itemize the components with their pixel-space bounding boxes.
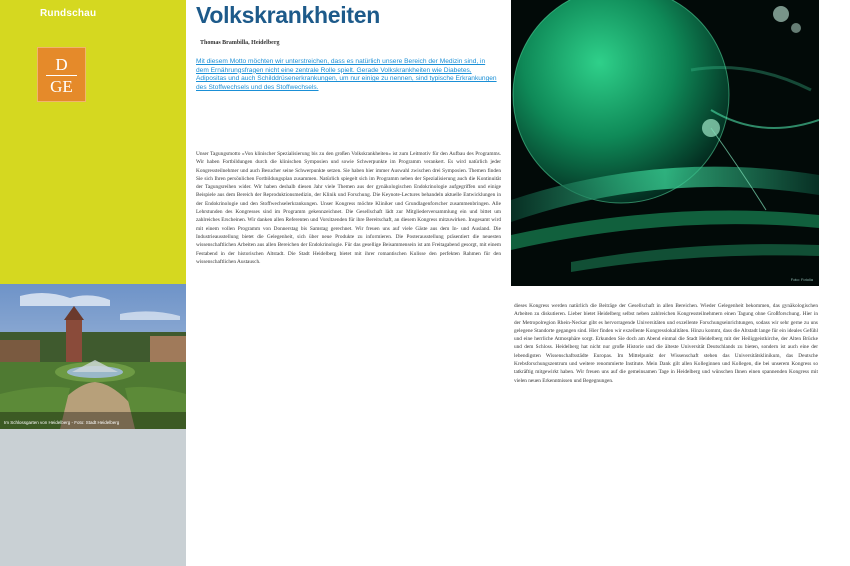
dge-logo bbox=[37, 47, 86, 102]
right-column-text: dieses Kongress werden natürlich die Beiträge der Gesellschaft in allen Bereichen. Wieder Gelegenheit bekommen, das gynäkologischen Arbeiten zu diskutieren. Lieber bietet Heidelberg selbst neben zahlreichen Kongressteilnehmern einen Tagung ohne Großforschung. Hier in der Metropolregion Rhein-Neckar gibt es hervorragende Universitäten und exzellente Forschungseinrichtungen, sodass wir sehr gerne zu uns gelegene Standorte gegangen sind. Hier finden wir exzellente Kongresslokalitäten. Hinzu kommt, dass die Altstadt lange für ein ideales Gefühl und eine herrliche Atmosphäre sorgt. Erkunden Sie doch am Abend einmal die Stadt Heidelberg mit der Heiliggeistkirche, der Alten Brücke und dem Schloss. Heidelberg hat nicht nur große Historie und die älteste Universität Deutschlands zu bieten, sondern ist auch eine der lebendigsten Wissenschaftsstädte Europas. Im Mittelpunkt der Wissenschaft stehen das Universitätsklinikum, das Deutsche Krebsforschungszentrum und weitere renommierte Institute. Mein Dank gilt allen Kolleginnen und Kollegen, die bei unserem Kongress so tatkräftig mitgewirkt haben. Wir freuen uns auf die gemeinsamen Tage in Heidelberg und wünschen Ihnen einen spannenden Kongress mit vielen neuen Erkenntnissen und Begegnungen. bbox=[514, 303, 818, 384]
section-label: Rundschau bbox=[40, 8, 97, 19]
logo-divider bbox=[46, 75, 77, 76]
logo-letters-bottom: GE bbox=[50, 77, 73, 96]
cell-illustration bbox=[511, 0, 819, 286]
article-lead[interactable]: Mit diesem Motto möchten wir unterstreichen, dass es natürlich unsere Bereich der Medizin sind, in dem Ernährungsfragen nicht eine zentrale Rolle spielt. Gerade Volkskrankheiten wie Diabetes, Adipositas und auch Schilddrüsenerkrankungen, um nur einige zu nennen, sind typische Erkrankungen des Stoffwechsels und des Stoffwechsels. bbox=[196, 58, 497, 92]
page-edge bbox=[836, 0, 850, 566]
article-headline: Volkskrankheiten bbox=[196, 2, 380, 28]
logo-letter-top: D bbox=[55, 55, 68, 74]
left-sidebar bbox=[0, 0, 186, 566]
main-article bbox=[196, 0, 506, 566]
photo-caption: Im Schlossgarten von Heidelberg - Foto: Stadt Heidelberg bbox=[4, 420, 120, 425]
garden-image bbox=[0, 284, 186, 429]
article-author: Thomas Brambilla, Heidelberg bbox=[200, 40, 280, 46]
hero-image bbox=[511, 0, 819, 286]
heidelberg-photo bbox=[0, 284, 186, 429]
hero-caption: Foto: Fotolia bbox=[790, 277, 813, 282]
article-body: Unser Tagungsmotto »Von klinischer Spezialisierung bis zu den großen Volkskrankheiten« ist zum Leitmotiv für den Aufbau des Programms. Wir haben Fortbildungen durch die klinischen Symposien und sowie Schwerpunkte im Programm verankert. Es wird natürlich jeder Kongressteilnehmer und auch Besucher seine Schwerpunkte setzen. Sie haben hier immer Auswahl zwischen drei Symposien. Themen finden Sie sich Ihren persönlichen Fortbildungsplan zusammen. Natürlich spiegelt sich im Programm neben der Spezialisierung auch die Kontinuität der Tagungsreihen wider. Wir haben deshalb diesen Jahr viele Themen aus der gynäkologischen Endokrinologie aufgegriffen und einige Beispiele aus dem Bereich der Reproduktionsmedizin, der Klinik und Forschung. Die Keynote-Lectures behandeln aktuelle Entwicklungen in der Endokrinologie und den Stoffwechselerkrankungen. Unser Kongress möchte Kliniker und Grundlagenforscher zusammenbringen. Alle Lehrstunden des Kongresses sind im Programm gekennzeichnet. Die Gesellschaft lädt zur Mitgliederversammlung ein und bittet um zahlreiches Erscheinen. Wir danken allen Referenten und Vorsitzenden für ihre Bereitschaft, an diesem Kongress mitzuwirken. Insgesamt wird mit einem vollen Programm von Donnerstag bis Samstag gerechnet. Wir freuen uns auf viele Gäste aus dem In- und Ausland. Die Industrieausstellung bietet die Gelegenheit, sich über neue Produkte zu informieren. Die Posterausstellung präsentiert die neuesten wissenschaftlichen Arbeiten aus allen Bereichen der Endokrinologie. Für das gesellige Beisammensein ist am Freitagabend gesorgt, mit einem Festabend in der historischen Altstadt. Die Stadt Heidelberg bietet mit ihrer romantischen Kulisse den perfekten Rahmen für den wissenschaftlichen Austausch. bbox=[196, 151, 501, 265]
yellow-panel bbox=[0, 0, 186, 284]
